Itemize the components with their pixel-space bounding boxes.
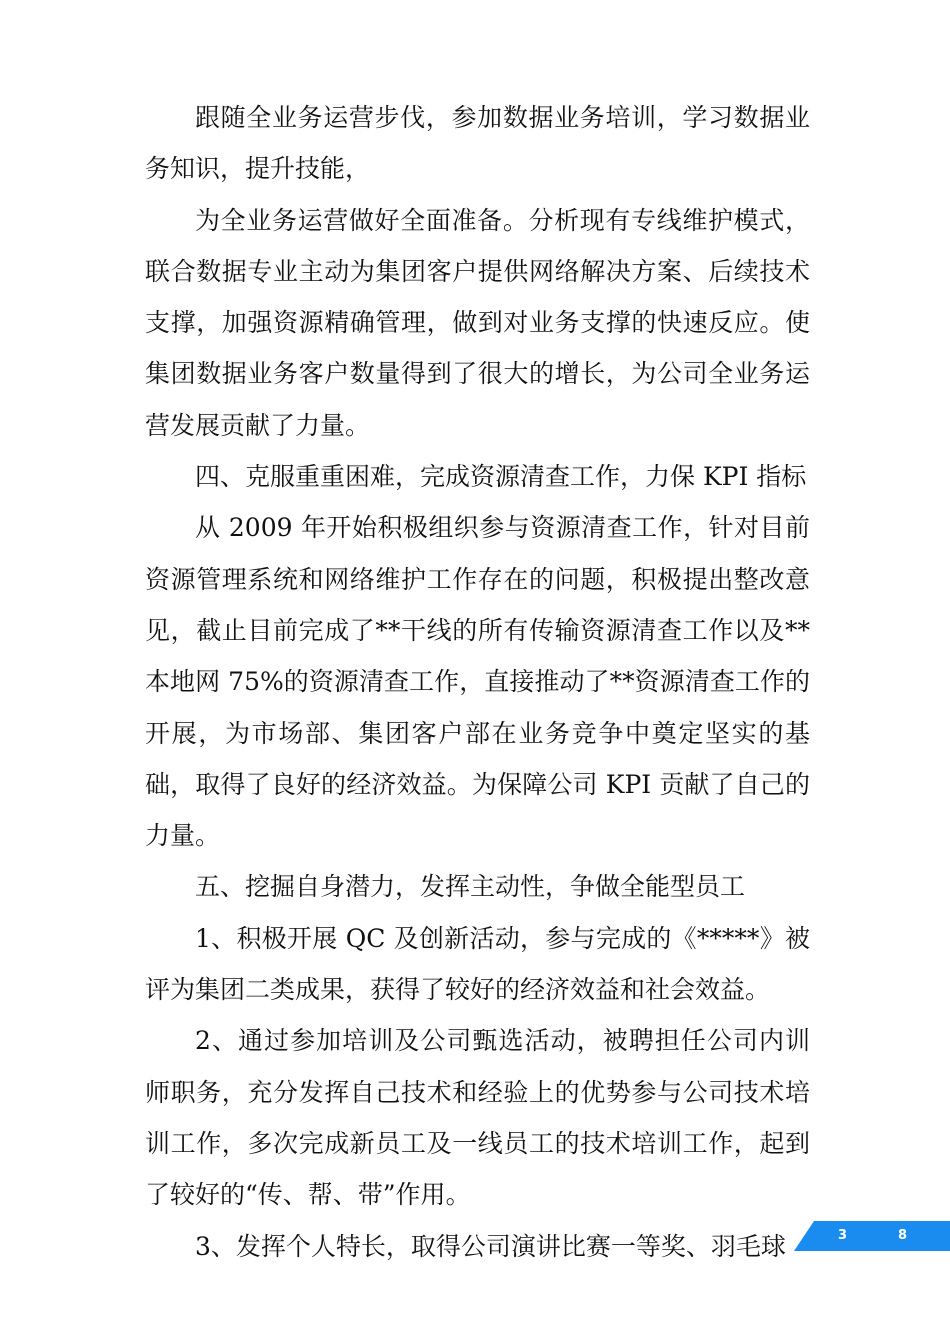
page-badge-shape <box>794 1221 950 1251</box>
document-body <box>145 92 810 1272</box>
paragraph: 从 2009 年开始积极组织参与资源清查工作，针对目前资源管理系统和网络维护工作存在的问题，积极提出整改意见，截止目前完成了**干线的所有传输资源清查工作以及**本地网 75%的资源清查工作，直接推动了**资源清查工作的开展，为市场部、集团客户部在业务竞争中奠定坚实的基础，取得了良好的经济效益。为保障公司 KPI 贡献了自己的力量。 <box>145 513 810 851</box>
paragraph: 为全业务运营做好全面准备。分析现有专线维护模式，联合数据专业主动为集团客户提供网络解决方案、后续技术支撑，加强资源精确管理，做到对业务支撑的快速反应。使集团数据业务客户数量得到了很大的增长，为公司全业务运营发展贡献了力量。 <box>145 205 810 440</box>
list-item: 2、通过参加培训及公司甄选活动，被聘担任公司内训师职务，充分发挥自己技术和经验上的优势参与公司技术培训工作，多次完成新员工及一线员工的技术培训工作，起到了较好的“传、帮、带”作用。 <box>145 1026 810 1210</box>
page-current-number: 3 <box>838 1228 848 1243</box>
section-heading: 五、挖掘自身潜力，发挥主动性，争做全能型员工 <box>195 872 746 902</box>
page-total-number: 8 <box>898 1228 908 1243</box>
list-item: 3、发挥个人特长，取得公司演讲比赛一等奖、羽毛球 <box>195 1231 786 1261</box>
page-number-badge <box>794 1221 950 1251</box>
paragraph: 跟随全业务运营步伐，参加数据业务培训，学习数据业务知识，提升技能， <box>145 103 810 184</box>
list-item: 1、积极开展 QC 及创新活动，参与完成的《*****》被评为集团二类成果，获得了较好的经济效益和社会效益。 <box>145 923 810 1005</box>
section-heading: 四、克服重重困难，完成资源清查工作，力保 KPI 指标 <box>195 462 807 492</box>
